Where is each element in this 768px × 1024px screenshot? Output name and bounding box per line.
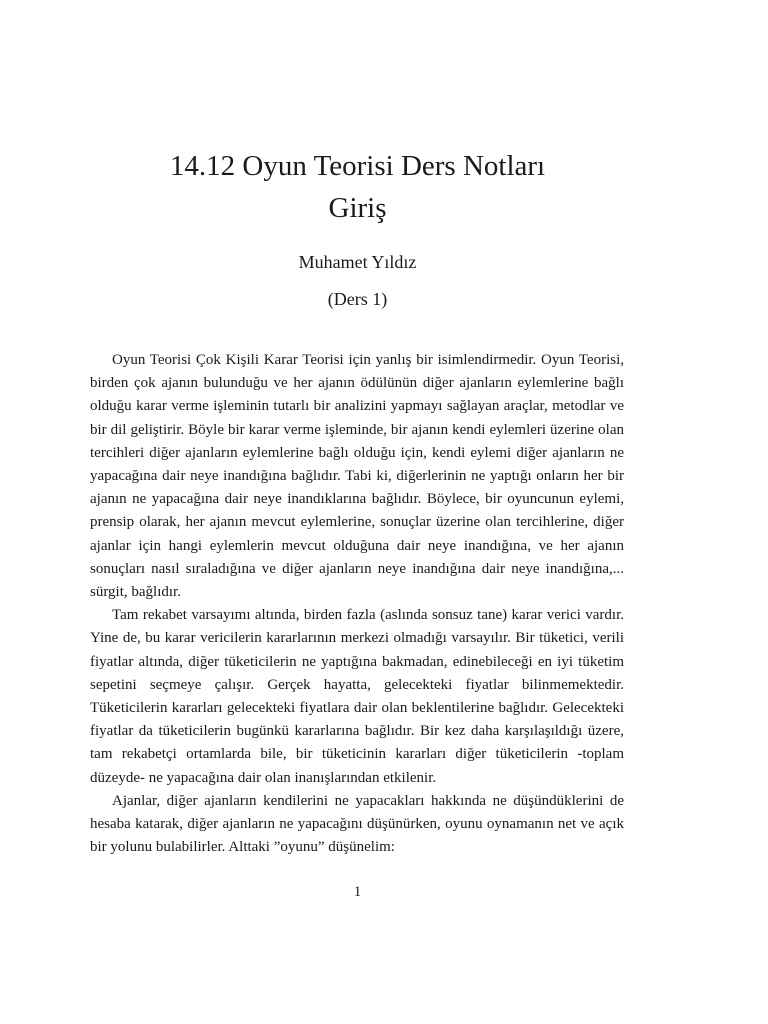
document-subtitle: Giriş	[328, 192, 387, 224]
paragraph-3: Ajanlar, diğer ajanların kendilerini ne yapacakları hakkında ne düşündüklerini de hesaba katarak, diğer ajanların ne yapacağını düşünürken, oyunu oynamanın net ve açık bir yolunu bulabilirler. Alttaki ”oyunu” düşünelim:	[90, 792, 624, 856]
page-number: 1	[353, 884, 362, 900]
author-name: Muhamet Yıldız	[298, 252, 417, 272]
paragraph-1: Oyun Teorisi Çok Kişili Karar Teorisi için yanlış bir isimlendirmedir. Oyun Teorisi, birden çok ajanın bulunduğu ve her ajanın ödülünün diğer ajanların eylemlerine bağlı olduğu karar verme işleminin tutarlı bir analizini yapmayı sağlayan araçlar, metodlar ve bir dil geliştirir. Böyle bir karar verme işleminde, bir ajanın kendi eylemleri üzerine olan tercihleri diğer ajanların eylemlerine bağlı olduğu için, kendi eylemi diğer ajanların ne yapacağına dair neye inandığına bağlıdır. Tabi ki, diğerlerinin ne yaptığı onların her bir ajanın ne yapacağına dair neye inandıklarına bağlıdır. Böylece, bir oyuncunun eylemi, prensip olarak, her ajanın mevcut eylemlerine, sonuçlar üzerine olan tercihlerine, diğer ajanlar için hangi eylemlerin mevcut olduğuna dair neye inandığına, ve her ajanın sonuçları nasıl sıraladığına ve diğer ajanların neye inandığına dair neye inandığına,... sürgit, bağlıdır.	[90, 352, 624, 601]
lecture-label: (Ders 1)	[327, 289, 388, 309]
paragraph-2: Tam rekabet varsayımı altında, birden fazla (aslında sonsuz tane) karar verici vardır. Yine de, bu karar vericilerin kararlarının merkezi olmadığı varsayılır. Bir tüketici, verili fiyatlar altında, diğer tüketicilerin ne yaptığına bakmadan, edinebileceği en iyi tüketim sepetini seçmeye çalışır. Gerçek hayatta, gelecekteki fiyatlar bilinmemektedir. Tüketicilerin kararları gelecekteki fiyatlara dair olan beklentilerine bağlıdır. Gelecekteki fiyatlar da tüketicilerin bugünkü kararlarına bağlıdır. Bir kez daha karşılaşıldığı üzere, tam rekabetçi ortamlarda bile, bir tüketicinin kararları diğer tüketicilerin -toplam düzeyde- ne yapacağına dair olan inanışlarından etkilenir.	[90, 607, 624, 786]
document-title: 14.12 Oyun Teorisi Ders Notları	[169, 150, 546, 182]
body-text	[90, 349, 624, 859]
